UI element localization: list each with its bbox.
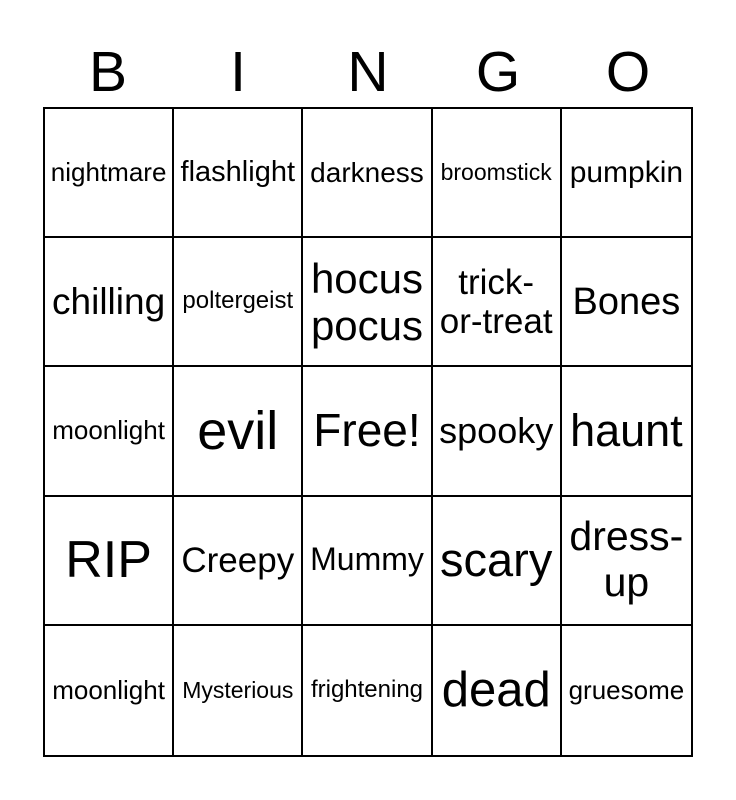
bingo-cell[interactable] xyxy=(45,497,174,626)
bingo-cell-text: dress- xyxy=(569,513,684,560)
bingo-cell[interactable] xyxy=(45,109,174,238)
bingo-cell-text: nightmare xyxy=(50,157,167,188)
bingo-header-letter: B xyxy=(88,40,128,104)
bingo-cell[interactable] xyxy=(433,367,562,496)
bingo-header-letter: N xyxy=(347,40,389,104)
bingo-cell-free[interactable] xyxy=(303,367,432,496)
bingo-cell[interactable] xyxy=(433,109,562,238)
bingo-cell[interactable] xyxy=(303,626,432,755)
bingo-cell-text: Bones xyxy=(572,280,681,323)
bingo-cell-text: up xyxy=(603,559,650,606)
bingo-cell[interactable] xyxy=(562,497,691,626)
bingo-cell[interactable] xyxy=(433,497,562,626)
bingo-cell-text: RIP xyxy=(65,531,152,590)
bingo-cell[interactable] xyxy=(562,367,691,496)
bingo-cell[interactable] xyxy=(174,497,303,626)
bingo-cell[interactable] xyxy=(562,238,691,367)
bingo-cell-text: moonlight xyxy=(52,415,165,446)
bingo-cell[interactable] xyxy=(45,238,174,367)
bingo-cell-text: hocus xyxy=(310,254,424,302)
bingo-cell[interactable] xyxy=(562,626,691,755)
bingo-header-letter: O xyxy=(605,40,651,104)
bingo-cell-text: Mysterious xyxy=(182,676,294,703)
bingo-cell-text: pocus xyxy=(310,301,424,349)
bingo-cell-text: moonlight xyxy=(52,674,165,705)
bingo-cell[interactable] xyxy=(174,109,303,238)
bingo-cell[interactable] xyxy=(433,238,562,367)
bingo-cell[interactable] xyxy=(45,626,174,755)
bingo-cell[interactable] xyxy=(303,238,432,367)
bingo-cell[interactable] xyxy=(303,109,432,238)
bingo-cell[interactable] xyxy=(562,109,691,238)
bingo-cell-text: pumpkin xyxy=(569,155,684,189)
bingo-cell-text: spooky xyxy=(439,409,554,451)
bingo-cell-text: Free! xyxy=(313,404,421,457)
bingo-cell[interactable] xyxy=(433,626,562,755)
bingo-cell[interactable] xyxy=(303,497,432,626)
bingo-cell-text: dead xyxy=(441,662,551,717)
bingo-cell-text: haunt xyxy=(570,404,683,456)
bingo-cell-text: frightening xyxy=(310,675,424,703)
bingo-cell-text: trick- xyxy=(458,262,535,302)
bingo-cell-text: or-treat xyxy=(439,301,553,341)
bingo-cell-text: flashlight xyxy=(180,156,296,189)
bingo-header-letter: I xyxy=(230,40,246,104)
bingo-cell-text: chilling xyxy=(52,281,166,323)
bingo-cell[interactable] xyxy=(174,367,303,496)
bingo-header-letter: G xyxy=(475,40,521,104)
bingo-cell[interactable] xyxy=(45,367,174,496)
bingo-cell-text: scary xyxy=(440,532,553,586)
bingo-header xyxy=(43,40,693,104)
bingo-cell-text: evil xyxy=(197,400,279,461)
bingo-cell[interactable] xyxy=(174,238,303,367)
bingo-cell-text: broomstick xyxy=(440,158,552,185)
bingo-cell-text: darkness xyxy=(310,156,424,188)
bingo-cell-text: Creepy xyxy=(181,540,295,580)
bingo-cell-text: gruesome xyxy=(568,674,685,705)
bingo-cell[interactable] xyxy=(174,626,303,755)
bingo-grid xyxy=(43,107,693,757)
bingo-cell-text: poltergeist xyxy=(182,287,294,315)
bingo-cell-text: Mummy xyxy=(310,541,424,578)
